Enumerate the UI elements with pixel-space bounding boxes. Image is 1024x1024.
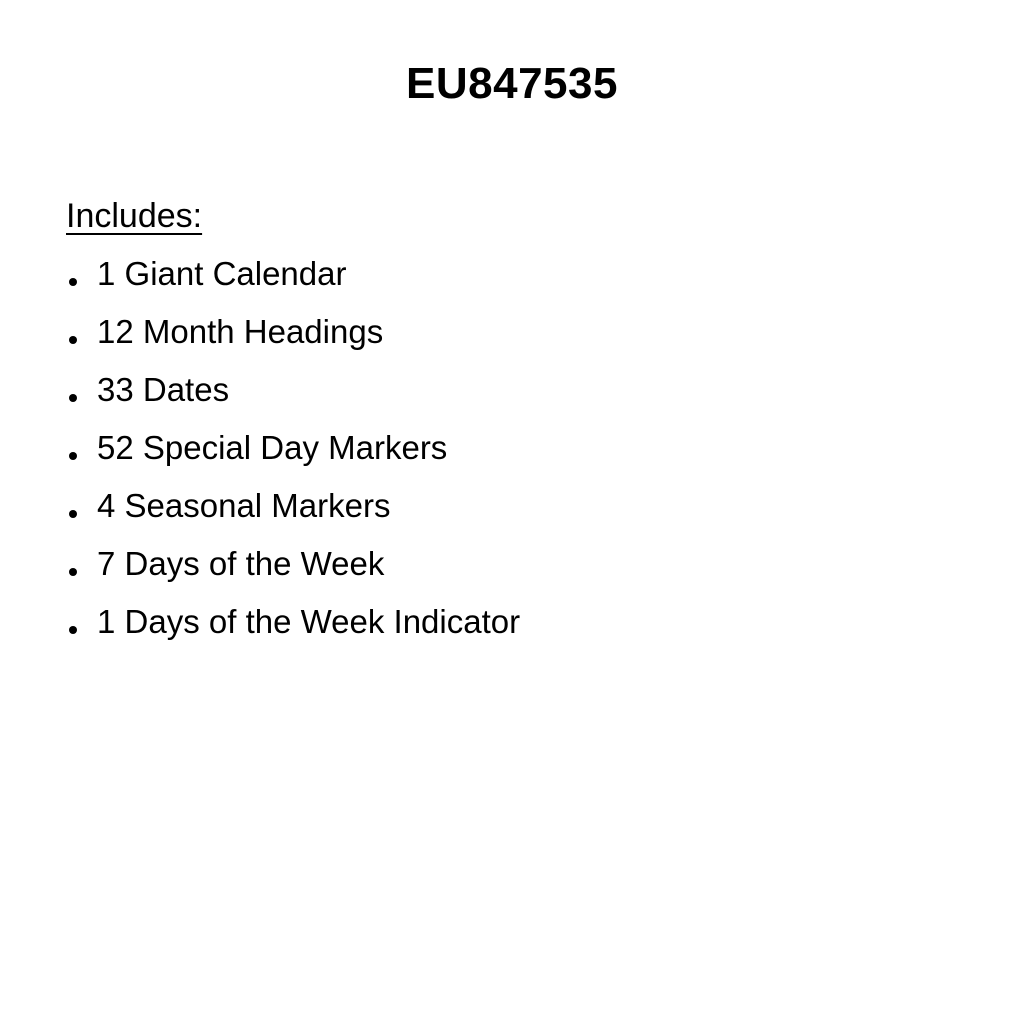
- bullet-icon: [69, 452, 77, 460]
- page-title: EU847535: [406, 59, 618, 108]
- list-item: [66, 361, 984, 419]
- list-item-label: 52 Special Day Markers: [97, 429, 448, 466]
- list-item: [66, 303, 984, 361]
- bullet-icon: [69, 394, 77, 402]
- list-item: [66, 535, 984, 593]
- list-item: [66, 593, 984, 651]
- list-item-label: 4 Seasonal Markers: [97, 487, 391, 524]
- bullet-icon: [69, 278, 77, 286]
- content-block: [66, 187, 984, 651]
- bullet-icon: [69, 336, 77, 344]
- list-item: [66, 477, 984, 535]
- list-item-label: 1 Days of the Week Indicator: [97, 603, 521, 640]
- list-item-label: 12 Month Headings: [97, 313, 384, 350]
- list-item: [66, 245, 984, 303]
- includes-heading: Includes:: [66, 197, 203, 235]
- list-item: [66, 419, 984, 477]
- list-item-label: 1 Giant Calendar: [97, 255, 347, 292]
- bullet-icon: [69, 568, 77, 576]
- bullet-icon: [69, 510, 77, 518]
- bullet-icon: [69, 626, 77, 634]
- list-item-label: 7 Days of the Week: [97, 545, 385, 582]
- list-item-label: 33 Dates: [97, 371, 230, 408]
- includes-list: [66, 245, 984, 651]
